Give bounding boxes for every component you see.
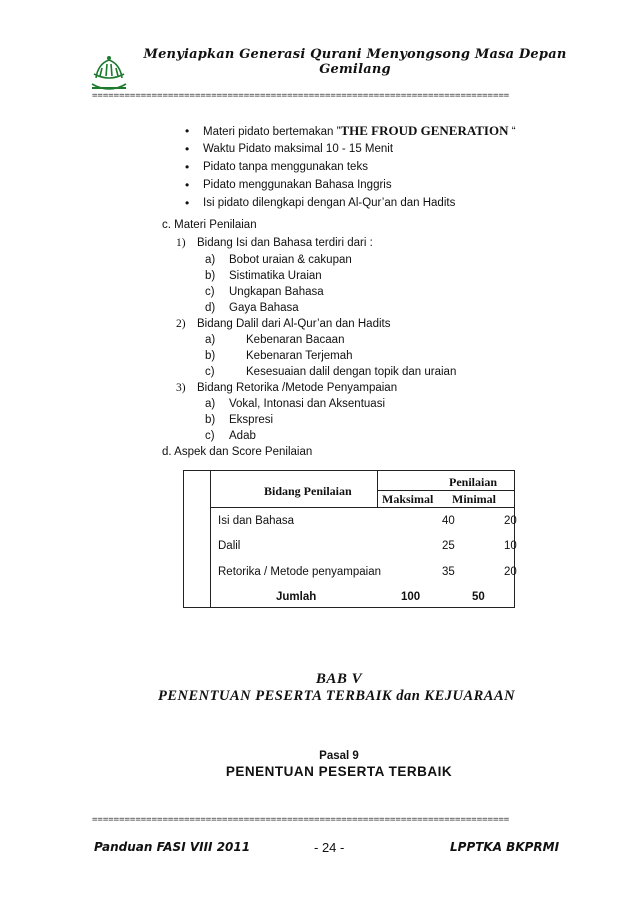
row-name: Retorika / Metode penyampaian	[218, 566, 382, 578]
item-number: 2)	[176, 318, 186, 330]
bullet-item: • Isi pidato dilengkapi dengan Al-Qur’an dan Hadits	[185, 196, 456, 210]
bullet-item: • Pidato menggunakan Bahasa Inggris	[185, 178, 392, 192]
sub-text: Sistimatika Uraian	[229, 270, 322, 282]
bullet-item: • Pidato tanpa menggunakan teks	[185, 160, 368, 174]
page-number: - 24 -	[314, 840, 345, 855]
item-label: Bidang Dalil dari Al-Qur’an dan Hadits	[197, 318, 391, 330]
section-c-title: c. Materi Penilaian	[162, 219, 257, 231]
sub-text: Ungkapan Bahasa	[229, 286, 324, 298]
col-max-header: Maksimal	[382, 492, 434, 506]
bullet-dot-icon: •	[185, 124, 190, 138]
col-bidang-header: Bidang Penilaian	[264, 484, 352, 498]
chapter-title: PENENTUAN PESERTA TERBAIK dan KEJUARAAN	[158, 688, 516, 704]
sub-letter: c)	[205, 366, 215, 378]
sub-text: Kesesuaian dalil dengan topik dan uraian	[246, 366, 457, 378]
article-number: Pasal 9	[319, 750, 359, 762]
sub-text: Vokal, Intonasi dan Aksentuasi	[229, 398, 385, 410]
sub-letter: b)	[205, 414, 216, 426]
sub-letter: a)	[205, 334, 216, 346]
header-rule: =============================================================================	[92, 92, 510, 101]
table-hline	[210, 507, 515, 508]
footer-right-text: LPPTKA BKPRMI	[450, 840, 560, 854]
item-label: Bidang Retorika /Metode Penyampaian	[197, 382, 398, 394]
bullet-dot-icon: •	[185, 142, 190, 156]
row-min: 10	[504, 540, 517, 552]
chapter-number: BAB V	[315, 671, 363, 687]
total-max: 100	[401, 591, 421, 603]
row-max: 35	[442, 566, 455, 578]
sub-letter: a)	[205, 398, 216, 410]
sub-letter: a)	[205, 254, 216, 266]
sub-text: Ekspresi	[229, 414, 274, 426]
total-label: Jumlah	[276, 591, 317, 603]
row-min: 20	[504, 566, 517, 578]
sub-text: Kebenaran Bacaan	[246, 334, 345, 346]
sub-text: Kebenaran Terjemah	[246, 350, 353, 362]
item-label: Bidang Isi dan Bahasa terdiri dari :	[197, 237, 373, 249]
row-min: 20	[504, 515, 517, 527]
theme-title: THE FROUD GENERATION	[340, 123, 509, 138]
sub-letter: b)	[205, 350, 216, 362]
bullet-dot-icon: •	[185, 196, 190, 210]
table-vline	[377, 471, 378, 507]
score-table	[183, 470, 515, 608]
row-name: Dalil	[218, 540, 241, 552]
row-max: 40	[442, 515, 455, 527]
row-name: Isi dan Bahasa	[218, 515, 295, 527]
page-header-title: Menyiapkan Generasi Qurani Menyongsong Masa Depan Gemilang	[143, 47, 567, 77]
bullet-dot-icon: •	[185, 160, 190, 174]
sub-text: Bobot uraian & cakupan	[229, 254, 352, 266]
item-number: 1)	[176, 237, 186, 249]
bullet-item: • Materi pidato bertemakan ”THE FROUD GENERATION “	[185, 123, 516, 138]
sub-letter: b)	[205, 270, 216, 282]
article-title: PENENTUAN PESERTA TERBAIK	[225, 764, 453, 779]
bullet-dot-icon: •	[185, 178, 190, 192]
sub-letter: c)	[205, 286, 215, 298]
table-hline	[377, 490, 515, 491]
sub-text: Adab	[229, 430, 256, 442]
row-max: 25	[442, 540, 455, 552]
bullet-item: • Waktu Pidato maksimal 10 - 15 Menit	[185, 142, 394, 156]
footer-left-text: Panduan FASI VIII 2011	[94, 840, 251, 854]
section-d-title: d. Aspek dan Score Penilaian	[162, 446, 313, 458]
sub-letter: d)	[205, 302, 216, 314]
sub-text: Gaya Bahasa	[229, 302, 299, 314]
total-min: 50	[472, 591, 485, 603]
col-penilaian-header: Penilaian	[449, 475, 498, 489]
footer-rule: =============================================================================	[92, 816, 510, 825]
organization-logo-icon	[88, 54, 130, 94]
sub-letter: c)	[205, 430, 215, 442]
table-vline	[210, 471, 211, 607]
bullet-list	[185, 122, 516, 212]
col-min-header: Minimal	[452, 492, 496, 506]
item-number: 3)	[176, 382, 186, 394]
